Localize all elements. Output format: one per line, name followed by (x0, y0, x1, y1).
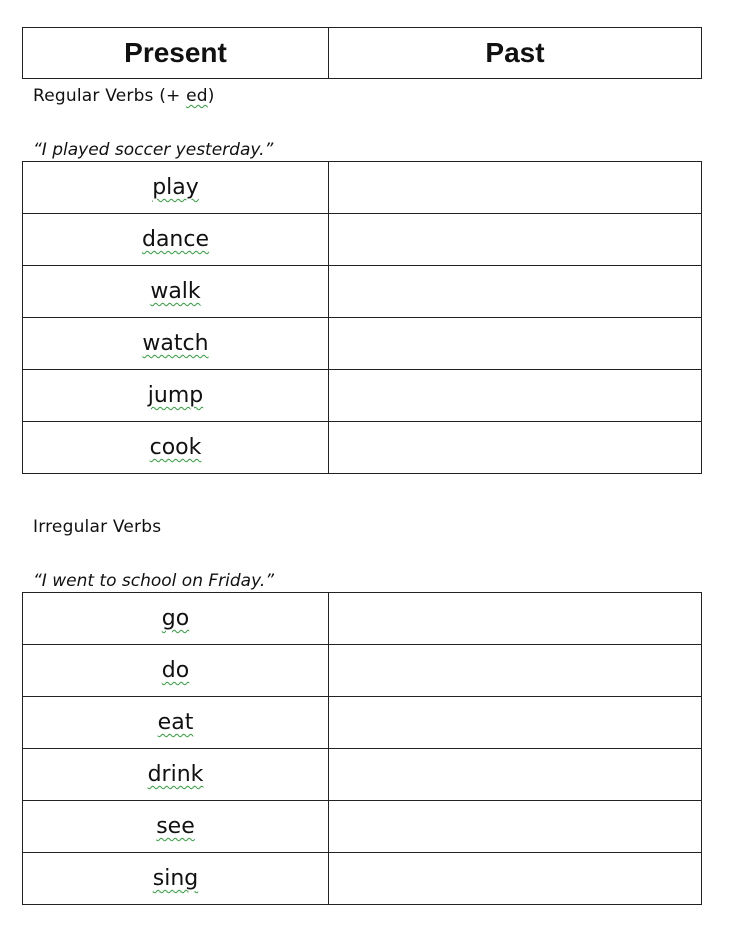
present-cell (23, 645, 329, 697)
table-row (23, 370, 702, 422)
present-column-header: Present (23, 28, 329, 79)
table-row (23, 801, 702, 853)
regular-verbs-label-suffix: ed (186, 86, 208, 106)
header-table (22, 27, 702, 79)
table-row (23, 749, 702, 801)
present-cell (23, 162, 329, 214)
table-row (23, 214, 702, 266)
irregular-verbs-label: Irregular Verbs (33, 517, 162, 537)
table-row (23, 853, 702, 905)
present-verb: sing (152, 866, 199, 891)
present-verb: go (161, 606, 190, 631)
past-answer-cell[interactable] (329, 853, 702, 905)
past-answer-cell[interactable] (329, 162, 702, 214)
present-verb: walk (150, 279, 201, 304)
regular-verbs-table (22, 161, 702, 474)
past-answer-cell[interactable] (329, 801, 702, 853)
table-row (23, 593, 702, 645)
present-verb: see (156, 814, 195, 839)
past-answer-cell[interactable] (329, 697, 702, 749)
present-cell (23, 801, 329, 853)
present-cell (23, 749, 329, 801)
regular-verbs-label-main: Regular Verbs (+ (33, 86, 187, 106)
present-cell (23, 266, 329, 318)
table-row (23, 422, 702, 474)
present-verb: jump (147, 383, 204, 408)
irregular-example-sentence: “I went to school on Friday.” (33, 571, 275, 591)
present-cell (23, 697, 329, 749)
past-answer-cell[interactable] (329, 749, 702, 801)
present-verb: cook (149, 435, 202, 460)
table-row (23, 697, 702, 749)
present-cell (23, 318, 329, 370)
present-cell (23, 853, 329, 905)
regular-verbs-label (33, 86, 215, 106)
present-verb: play (152, 175, 199, 200)
past-answer-cell[interactable] (329, 370, 702, 422)
past-answer-cell[interactable] (329, 422, 702, 474)
past-column-header: Past (329, 28, 702, 79)
table-row (23, 645, 702, 697)
present-verb: watch (142, 331, 209, 356)
present-verb: eat (157, 710, 194, 735)
present-cell (23, 214, 329, 266)
present-cell (23, 370, 329, 422)
irregular-verbs-table (22, 592, 702, 905)
past-answer-cell[interactable] (329, 593, 702, 645)
past-answer-cell[interactable] (329, 266, 702, 318)
present-cell (23, 593, 329, 645)
table-row (23, 266, 702, 318)
present-verb: drink (147, 762, 204, 787)
table-row (23, 162, 702, 214)
past-answer-cell[interactable] (329, 318, 702, 370)
past-answer-cell[interactable] (329, 645, 702, 697)
regular-example-sentence: “I played soccer yesterday.” (33, 140, 274, 160)
table-row (23, 318, 702, 370)
present-verb: dance (141, 227, 210, 252)
past-answer-cell[interactable] (329, 214, 702, 266)
present-verb: do (161, 658, 190, 683)
present-cell (23, 422, 329, 474)
regular-verbs-label-close: ) (207, 86, 215, 106)
